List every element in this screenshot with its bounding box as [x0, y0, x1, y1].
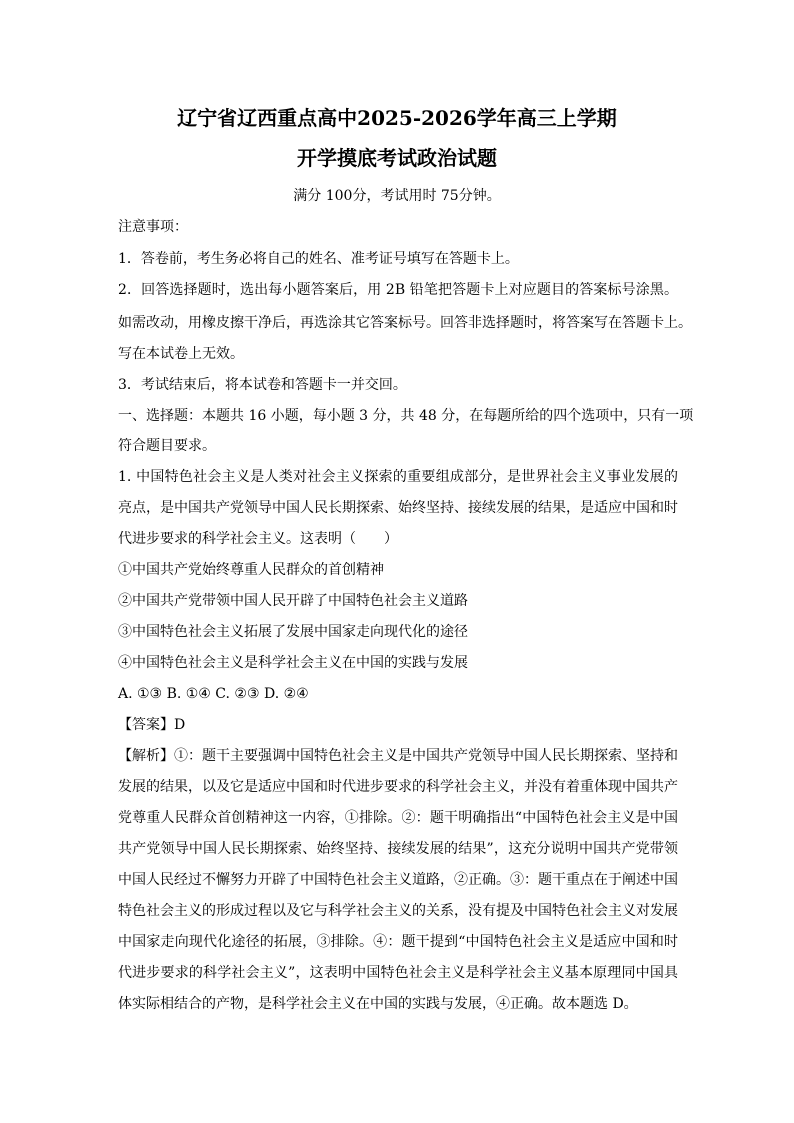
question-1-line-2: 亮点，是中国共产党领导中国人民长期探索、始终坚持、接续发展的结果，是适应中国和时 [118, 500, 678, 516]
question-1-statement-3: ③中国特色社会主义拓展了发展中国家走向现代化的途径 [118, 624, 468, 640]
analysis-line-7: 中国家走向现代化途径的拓展，③排除。④：题干提到“中国特色社会主义是适应中国和时 [118, 934, 678, 950]
answer-label: 【答案】D [118, 717, 186, 733]
section-heading-line-2: 符合题目要求。 [118, 438, 216, 454]
analysis-line-4: 共产党领导中国人民长期探索、始终坚持、接续发展的结果”，这充分说明中国共产党带领 [118, 841, 678, 857]
analysis-line-2: 发展的结果，以及它是适应中国和时代进步要求的科学社会主义，并没有着重体现中国共产 [118, 779, 678, 795]
note-2-line-3: 写在本试卷上无效。 [118, 346, 244, 362]
analysis-line-8: 代进步要求的科学社会主义”，这表明中国特色社会主义是科学社会主义基本原理同中国具 [118, 965, 678, 981]
question-1-statement-4: ④中国特色社会主义是科学社会主义在中国的实践与发展 [118, 655, 468, 671]
analysis-line-3: 党尊重人民群众首创精神这一内容，①排除。②：题干明确指出“中国特色社会主义是中国 [118, 810, 678, 826]
exam-info: 满分 100分，考试用时 75分钟。 [293, 188, 501, 204]
analysis-line-9: 体实际相结合的产物，是科学社会主义在中国的实践与发展，④正确。故本题选 D。 [118, 996, 638, 1012]
analysis-line-1: 【解析】①：题干主要强调中国特色社会主义是中国共产党领导中国人民长期探索、坚持和 [118, 748, 678, 764]
question-1-statement-1: ①中国共产党始终尊重人民群众的首创精神 [118, 562, 384, 578]
analysis-line-6: 特色社会主义的形成过程以及它与科学社会主义的关系，没有提及中国特色社会主义对发展 [118, 903, 678, 919]
note-2-line-2: 如需改动，用橡皮擦干净后，再选涂其它答案标号。回答非选择题时，将答案写在答题卡上。 [118, 315, 692, 331]
question-1-line-1: 1. 中国特色社会主义是人类对社会主义探索的重要组成部分，是世界社会主义事业发展的 [118, 469, 678, 485]
note-3: 3．考试结束后，将本试卷和答题卡一并交回。 [118, 377, 407, 393]
question-1-statement-2: ②中国共产党带领中国人民开辟了中国特色社会主义道路 [118, 593, 468, 609]
analysis-line-5: 中国人民经过不懈努力开辟了中国特色社会主义道路，②正确。③：题干重点在于阐述中国 [118, 872, 678, 888]
page-subtitle-title: 开学摸底考试政治试题 [297, 146, 497, 170]
page-title: 辽宁省辽西重点高中2025-2026学年高三上学期 [177, 106, 617, 130]
note-2-line-1: 2．回答选择题时，选出每小题答案后，用 2B 铅笔把答题卡上对应题目的答案标号涂黑。 [118, 282, 678, 298]
question-1-line-3: 代进步要求的科学社会主义。这表明（ ） [118, 531, 398, 547]
question-1-choices: A. ①③ B. ①④ C. ②③ D. ②④ [118, 686, 309, 702]
notes-heading: 注意事项： [118, 219, 188, 235]
note-1: 1．答卷前，考生务必将自己的姓名、准考证号填写在答题卡上。 [118, 251, 519, 267]
section-heading-line-1: 一、选择题：本题共 16 小题，每小题 3 分，共 48 分，在每题所给的四个选项中，只有一项 [118, 408, 694, 424]
